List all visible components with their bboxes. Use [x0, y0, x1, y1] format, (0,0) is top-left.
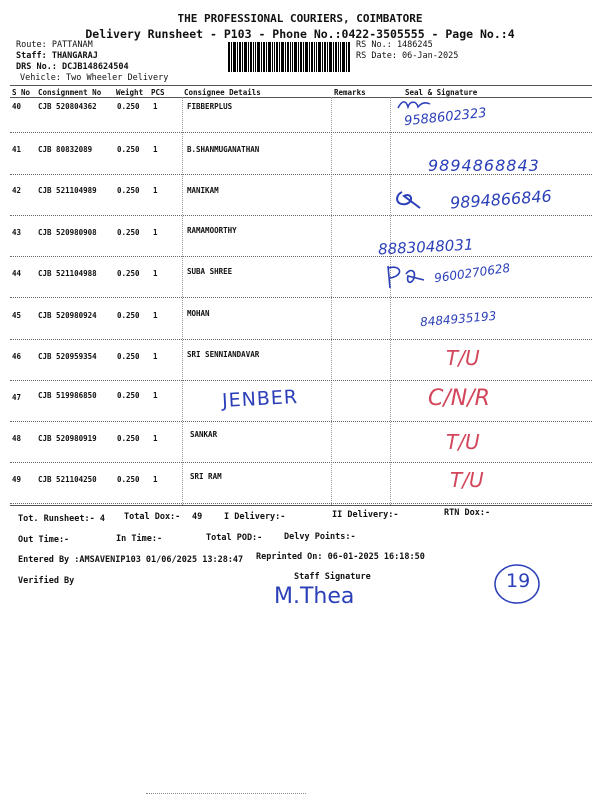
company-title: THE PROFESSIONAL COURIERS, COIMBATORE	[177, 12, 423, 25]
drs-number: DRS No.: DCJB148624504	[16, 62, 129, 72]
row-pcs: 1	[153, 391, 158, 400]
row-separator	[10, 339, 592, 340]
row-seal-signature: T/U	[446, 346, 480, 370]
scan-artifact	[146, 793, 306, 794]
vehicle-label: Vehicle: Two Wheeler Delivery	[20, 73, 169, 83]
col-consignment: Consignment No	[38, 88, 102, 97]
row-seal-signature: 8484935193	[419, 308, 497, 330]
row-weight: 0.250	[117, 391, 140, 400]
row-consignment: CJB 521104989	[38, 186, 97, 195]
rs-number: RS No.: 1486245	[356, 40, 433, 50]
row-consignment: CJB 520980919	[38, 434, 97, 443]
col-weight: Weight	[116, 88, 144, 97]
row-consignment: CJB 520959354	[38, 352, 97, 361]
row-consignment: CJB 520980908	[38, 228, 97, 237]
row-sno: 48	[12, 434, 22, 443]
i-delivery: I Delivery:-	[224, 512, 286, 522]
row-weight: 0.250	[117, 186, 140, 195]
divider-consignee	[182, 97, 183, 505]
row-pcs: 1	[153, 145, 158, 154]
row-separator	[10, 132, 592, 133]
row-pcs: 1	[153, 352, 158, 361]
row-sno: 44	[12, 269, 22, 278]
row-pcs: 1	[153, 311, 158, 320]
row-separator	[10, 503, 592, 504]
row-sno: 43	[12, 228, 22, 237]
row-seal-signature: 9600270628	[433, 260, 511, 286]
total-dox-label: Total Dox:-	[124, 512, 181, 522]
verified-by: Verified By	[18, 576, 75, 586]
row-consignment: CJB 80832089	[38, 145, 93, 154]
row-sno: 45	[12, 311, 22, 320]
row-separator	[10, 215, 592, 216]
row-sno: 47	[12, 393, 22, 402]
col-sno: S No	[12, 88, 31, 97]
table-header-rule	[10, 97, 592, 98]
row-consignee: MOHAN	[187, 309, 210, 318]
row-seal-signature: T/U	[446, 430, 480, 454]
staff-signature: M.Thea	[274, 584, 355, 609]
row-consignee: FIBBERPLUS	[187, 102, 233, 111]
barcode	[228, 42, 350, 72]
row-weight: 0.250	[117, 352, 140, 361]
col-consignee: Consignee Details	[184, 88, 261, 97]
circled-number: 19	[506, 570, 531, 592]
row-weight: 0.250	[117, 434, 140, 443]
total-dox-value: 49	[192, 512, 203, 522]
rs-date: RS Date: 06-Jan-2025	[356, 51, 459, 61]
row-weight: 0.250	[117, 311, 140, 320]
runsheet-title: Delivery Runsheet - P103 - Phone No.:0422-3505555 - Page No.:4	[85, 27, 515, 41]
row-consignee: MANIKAM	[187, 186, 219, 195]
row-consignment: CJB 520980924	[38, 311, 97, 320]
signature-scribble	[384, 262, 430, 292]
row-consignee: B.SHANMUGANATHAN	[187, 145, 260, 154]
tot-runsheet: Tot. Runsheet:- 4	[18, 514, 105, 524]
reprinted-on: Reprinted On: 06-01-2025 16:18:50	[256, 552, 425, 562]
divider-seal	[390, 97, 391, 505]
row-seal-signature: 9894866846	[449, 186, 553, 213]
row-consignee: SANKAR	[190, 430, 218, 439]
signature-scribble	[396, 98, 432, 112]
row-consignment: CJB 519986850	[38, 391, 97, 400]
row-weight: 0.250	[117, 145, 140, 154]
signature-scribble	[392, 188, 432, 212]
row-consignee: SUBA SHREE	[187, 267, 233, 276]
row-sno: 40	[12, 102, 22, 111]
row-remarks: JENBER	[221, 386, 299, 412]
row-seal-signature: T/U	[450, 468, 484, 492]
col-pcs: PCS	[151, 88, 165, 97]
ii-delivery: II Delivery:-	[332, 510, 399, 520]
row-pcs: 1	[153, 475, 158, 484]
row-consignment: CJB 520804362	[38, 102, 97, 111]
row-weight: 0.250	[117, 228, 140, 237]
col-seal-signature: Seal & Signature	[405, 88, 478, 97]
row-weight: 0.250	[117, 269, 140, 278]
staff-signature-label: Staff Signature	[294, 572, 371, 582]
row-seal-signature: C/N/R	[428, 386, 490, 411]
row-weight: 0.250	[117, 102, 140, 111]
row-sno: 42	[12, 186, 22, 195]
route-label: Route: PATTANAM	[16, 40, 93, 50]
row-separator	[10, 462, 592, 463]
row-separator	[10, 421, 592, 422]
col-remarks: Remarks	[334, 88, 366, 97]
divider-remarks	[331, 97, 332, 505]
row-consignee: RAMAMOORTHY	[187, 226, 237, 235]
table-top-rule	[10, 85, 592, 86]
entered-by: Entered By :AMSAVENIP103 01/06/2025 13:28:47	[18, 555, 244, 565]
out-time: Out Time:-	[18, 535, 70, 545]
in-time: In Time:-	[116, 534, 163, 544]
row-consignee: SRI RAM	[190, 472, 222, 481]
row-consignee: SRI SENNIANDAVAR	[187, 350, 260, 359]
row-separator	[10, 297, 592, 298]
row-consignment: CJB 521104250	[38, 475, 97, 484]
row-sno: 41	[12, 145, 22, 154]
table-bottom-rule	[10, 505, 592, 506]
row-seal-signature: 8883048031	[377, 235, 474, 259]
row-pcs: 1	[153, 269, 158, 278]
row-pcs: 1	[153, 186, 158, 195]
total-pod: Total POD:-	[206, 533, 263, 543]
row-weight: 0.250	[117, 475, 140, 484]
row-consignment: CJB 521104988	[38, 269, 97, 278]
row-pcs: 1	[153, 228, 158, 237]
row-sno: 49	[12, 475, 22, 484]
rtn-dox: RTN Dox:-	[444, 508, 491, 518]
row-seal-signature: 9894868843	[428, 156, 540, 175]
delvy-points: Delvy Points:-	[284, 532, 356, 542]
row-separator	[10, 256, 592, 257]
row-separator	[10, 380, 592, 381]
row-pcs: 1	[153, 102, 158, 111]
row-pcs: 1	[153, 434, 158, 443]
row-seal-signature: 9588602323	[403, 105, 488, 130]
staff-label: Staff: THANGARAJ	[16, 51, 98, 61]
row-sno: 46	[12, 352, 22, 361]
